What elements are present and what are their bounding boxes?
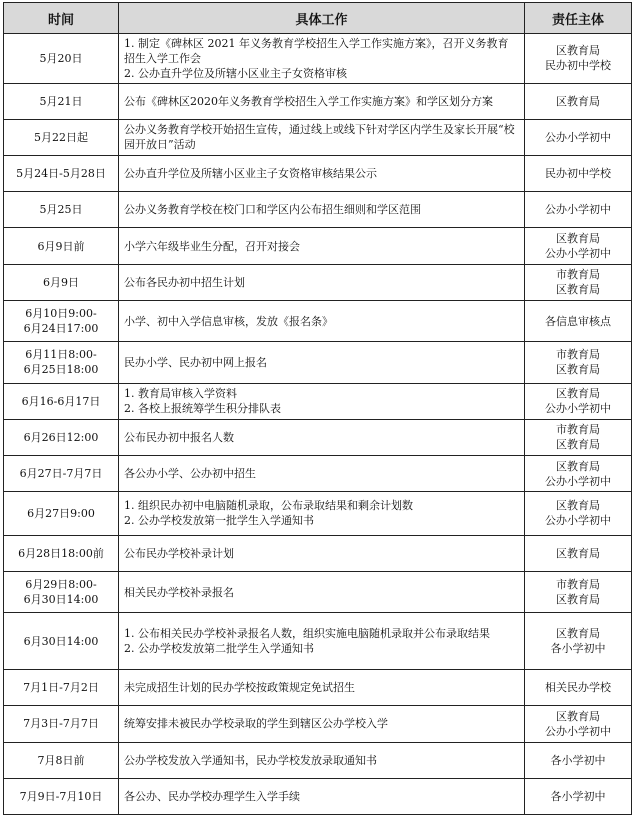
time-line: 5月20日 [39, 51, 83, 65]
owner-line: 区教育局 [556, 94, 600, 108]
header-time: 时间 [4, 3, 119, 34]
work-cell [119, 492, 525, 535]
time-cell [4, 34, 119, 84]
time-line: 5月21日 [39, 94, 83, 108]
time-cell [4, 119, 119, 155]
work-cell [119, 778, 525, 814]
time-line: 7月1日-7月2日 [23, 681, 99, 695]
work-cell [119, 228, 525, 264]
work-line: 2. 公办学校发放第一批学生入学通知书 [124, 514, 314, 528]
work-line: 1. 教育局审核入学资料 [124, 387, 237, 401]
table-row [4, 571, 632, 612]
time-cell [4, 571, 119, 612]
table-row [4, 342, 632, 383]
owner-line: 各信息审核点 [545, 314, 611, 328]
work-line: 2. 各校上报统筹学生积分排队表 [124, 402, 281, 416]
owner-line: 各小学初中 [550, 753, 606, 767]
table-row [4, 419, 632, 455]
owner-cell [525, 342, 632, 383]
table-row [4, 300, 632, 341]
work-line: 1. 制定《碑林区 2021 年义务教育学校招生入学工作实施方案》，召开义务教育招生入学工作会 [124, 36, 509, 65]
work-cell [119, 613, 525, 670]
owner-cell [525, 492, 632, 535]
table-row [4, 670, 632, 706]
table-row [4, 119, 632, 155]
owner-line: 相关民办学校 [545, 681, 611, 695]
owner-cell [525, 571, 632, 612]
time-line: 7月8日前 [37, 753, 85, 767]
owner-line: 公办小学初中 [545, 247, 611, 261]
work-cell [119, 419, 525, 455]
owner-cell [525, 778, 632, 814]
owner-line: 区教育局 [556, 283, 600, 297]
table-row [4, 34, 632, 84]
work-cell [119, 34, 525, 84]
owner-line: 区教育局 [556, 546, 600, 560]
work-cell [119, 264, 525, 300]
work-line: 统筹安排未被民办学校录取的学生到辖区公办学校入学 [124, 717, 388, 731]
owner-line: 市教育局 [556, 268, 600, 282]
header-owner: 责任主体 [525, 3, 632, 34]
work-line: 2. 公办直升学位及所辖小区业主子女资格审核 [124, 66, 347, 80]
table-row [4, 83, 632, 119]
work-cell [119, 342, 525, 383]
time-cell [4, 228, 119, 264]
owner-line: 区教育局 [556, 627, 600, 641]
owner-cell [525, 264, 632, 300]
work-line: 各公办、民办学校办理学生入学手续 [124, 789, 300, 803]
time-cell [4, 778, 119, 814]
time-cell [4, 342, 119, 383]
time-cell [4, 156, 119, 192]
owner-cell [525, 706, 632, 742]
owner-cell [525, 613, 632, 670]
time-line: 6月10日9:00- [25, 307, 97, 321]
table-header-row [4, 3, 632, 34]
time-cell [4, 419, 119, 455]
table-row [4, 156, 632, 192]
work-cell [119, 706, 525, 742]
time-line: 6月9日前 [37, 239, 85, 253]
work-cell [119, 670, 525, 706]
time-cell [4, 300, 119, 341]
time-cell [4, 535, 119, 571]
owner-cell [525, 535, 632, 571]
work-line: 1. 组织民办初中电脑随机录取，公布录取结果和剩余计划数 [124, 499, 413, 513]
owner-line: 公办小学初中 [545, 203, 611, 217]
owner-cell [525, 156, 632, 192]
time-line: 6月27日-7月7日 [19, 467, 103, 481]
work-line: 公办直升学位及所辖小区业主子女资格审核结果公示 [124, 167, 377, 181]
owner-cell [525, 119, 632, 155]
time-cell [4, 264, 119, 300]
time-cell [4, 742, 119, 778]
work-line: 公布《碑林区2020年义务教育学校招生入学工作实施方案》和学区划分方案 [124, 94, 493, 108]
work-cell [119, 571, 525, 612]
work-line: 相关民办学校补录报名 [124, 585, 234, 599]
time-line: 5月24日-5月28日 [16, 167, 106, 181]
time-line: 6月28日18:00前 [18, 546, 104, 560]
table-row [4, 264, 632, 300]
owner-line: 区教育局 [556, 593, 600, 607]
owner-cell [525, 383, 632, 419]
owner-line: 区教育局 [556, 363, 600, 377]
work-cell [119, 742, 525, 778]
work-line: 公办义务教育学校开始招生宣传，通过线上或线下针对学区内学生及家长开展“校园开放日”活动 [124, 123, 515, 152]
time-line: 5月25日 [39, 203, 83, 217]
work-line: 小学六年级毕业生分配，召开对接会 [124, 239, 300, 253]
time-line: 6月16-6月17日 [21, 394, 101, 408]
table-body [4, 34, 632, 815]
owner-line: 公办小学初中 [545, 724, 611, 738]
time-cell [4, 383, 119, 419]
owner-line: 区教育局 [556, 459, 600, 473]
table-row [4, 742, 632, 778]
owner-line: 公办小学初中 [545, 130, 611, 144]
owner-line: 公办小学初中 [545, 402, 611, 416]
work-cell [119, 83, 525, 119]
time-line: 7月9日-7月10日 [19, 789, 103, 803]
time-line: 6月27日9:00 [27, 506, 95, 520]
owner-line: 区教育局 [556, 44, 600, 58]
work-line: 民办小学、民办初中网上报名 [124, 355, 267, 369]
work-line: 各公办小学、公办初中招生 [124, 467, 256, 481]
time-cell [4, 613, 119, 670]
work-cell [119, 192, 525, 228]
table-row [4, 613, 632, 670]
owner-line: 民办初中学校 [545, 59, 611, 73]
owner-cell [525, 300, 632, 341]
table-row [4, 535, 632, 571]
owner-line: 区教育局 [556, 438, 600, 452]
table-row [4, 192, 632, 228]
owner-line: 市教育局 [556, 578, 600, 592]
time-line: 6月26日12:00 [23, 430, 99, 444]
work-line: 1. 公布相关民办学校补录报名人数，组织实施电脑随机录取并公布录取结果 [124, 627, 490, 641]
owner-line: 民办初中学校 [545, 167, 611, 181]
schedule-table-container [3, 2, 631, 815]
owner-cell [525, 192, 632, 228]
owner-cell [525, 83, 632, 119]
table-row [4, 492, 632, 535]
time-line: 6月9日 [43, 275, 79, 289]
owner-line: 市教育局 [556, 423, 600, 437]
work-line: 未完成招生计划的民办学校按政策规定免试招生 [124, 681, 355, 695]
time-cell [4, 456, 119, 492]
work-cell [119, 535, 525, 571]
owner-line: 区教育局 [556, 387, 600, 401]
owner-cell [525, 34, 632, 84]
owner-line: 公办小学初中 [545, 514, 611, 528]
owner-cell [525, 742, 632, 778]
time-line: 6月29日8:00- [25, 578, 97, 592]
time-line: 6月24日17:00 [23, 322, 99, 336]
time-line: 6月25日18:00 [23, 363, 99, 377]
table-row [4, 456, 632, 492]
work-line: 公布民办初中报名人数 [124, 430, 234, 444]
work-cell [119, 119, 525, 155]
work-cell [119, 456, 525, 492]
owner-line: 各小学初中 [550, 789, 606, 803]
work-line: 公办义务教育学校在校门口和学区内公布招生细则和学区范围 [124, 203, 421, 217]
work-line: 公布各民办初中招生计划 [124, 275, 245, 289]
table-row [4, 383, 632, 419]
time-cell [4, 670, 119, 706]
work-cell [119, 156, 525, 192]
owner-cell [525, 456, 632, 492]
work-cell [119, 383, 525, 419]
time-line: 7月3日-7月7日 [23, 717, 99, 731]
owner-line: 区教育局 [556, 232, 600, 246]
work-line: 2. 公办学校发放第二批学生入学通知书 [124, 642, 314, 656]
owner-cell [525, 228, 632, 264]
time-line: 6月30日14:00 [23, 593, 99, 607]
owner-line: 公办小学初中 [545, 474, 611, 488]
owner-line: 区教育局 [556, 709, 600, 723]
owner-cell [525, 670, 632, 706]
work-line: 公布民办学校补录计划 [124, 546, 234, 560]
time-line: 6月11日8:00- [25, 348, 97, 362]
table-row [4, 778, 632, 814]
owner-line: 各小学初中 [550, 642, 606, 656]
time-cell [4, 83, 119, 119]
time-line: 6月30日14:00 [23, 634, 99, 648]
table-row [4, 706, 632, 742]
time-cell [4, 706, 119, 742]
owner-line: 市教育局 [556, 348, 600, 362]
time-line: 5月22日起 [34, 130, 88, 144]
owner-cell [525, 419, 632, 455]
time-cell [4, 192, 119, 228]
header-work: 具体工作 [119, 3, 525, 34]
work-line: 小学、初中入学信息审核，发放《报名条》 [124, 314, 333, 328]
time-cell [4, 492, 119, 535]
work-line: 公办学校发放入学通知书，民办学校发放录取通知书 [124, 753, 377, 767]
enrollment-schedule-table [3, 2, 632, 815]
owner-line: 区教育局 [556, 499, 600, 513]
work-cell [119, 300, 525, 341]
table-row [4, 228, 632, 264]
